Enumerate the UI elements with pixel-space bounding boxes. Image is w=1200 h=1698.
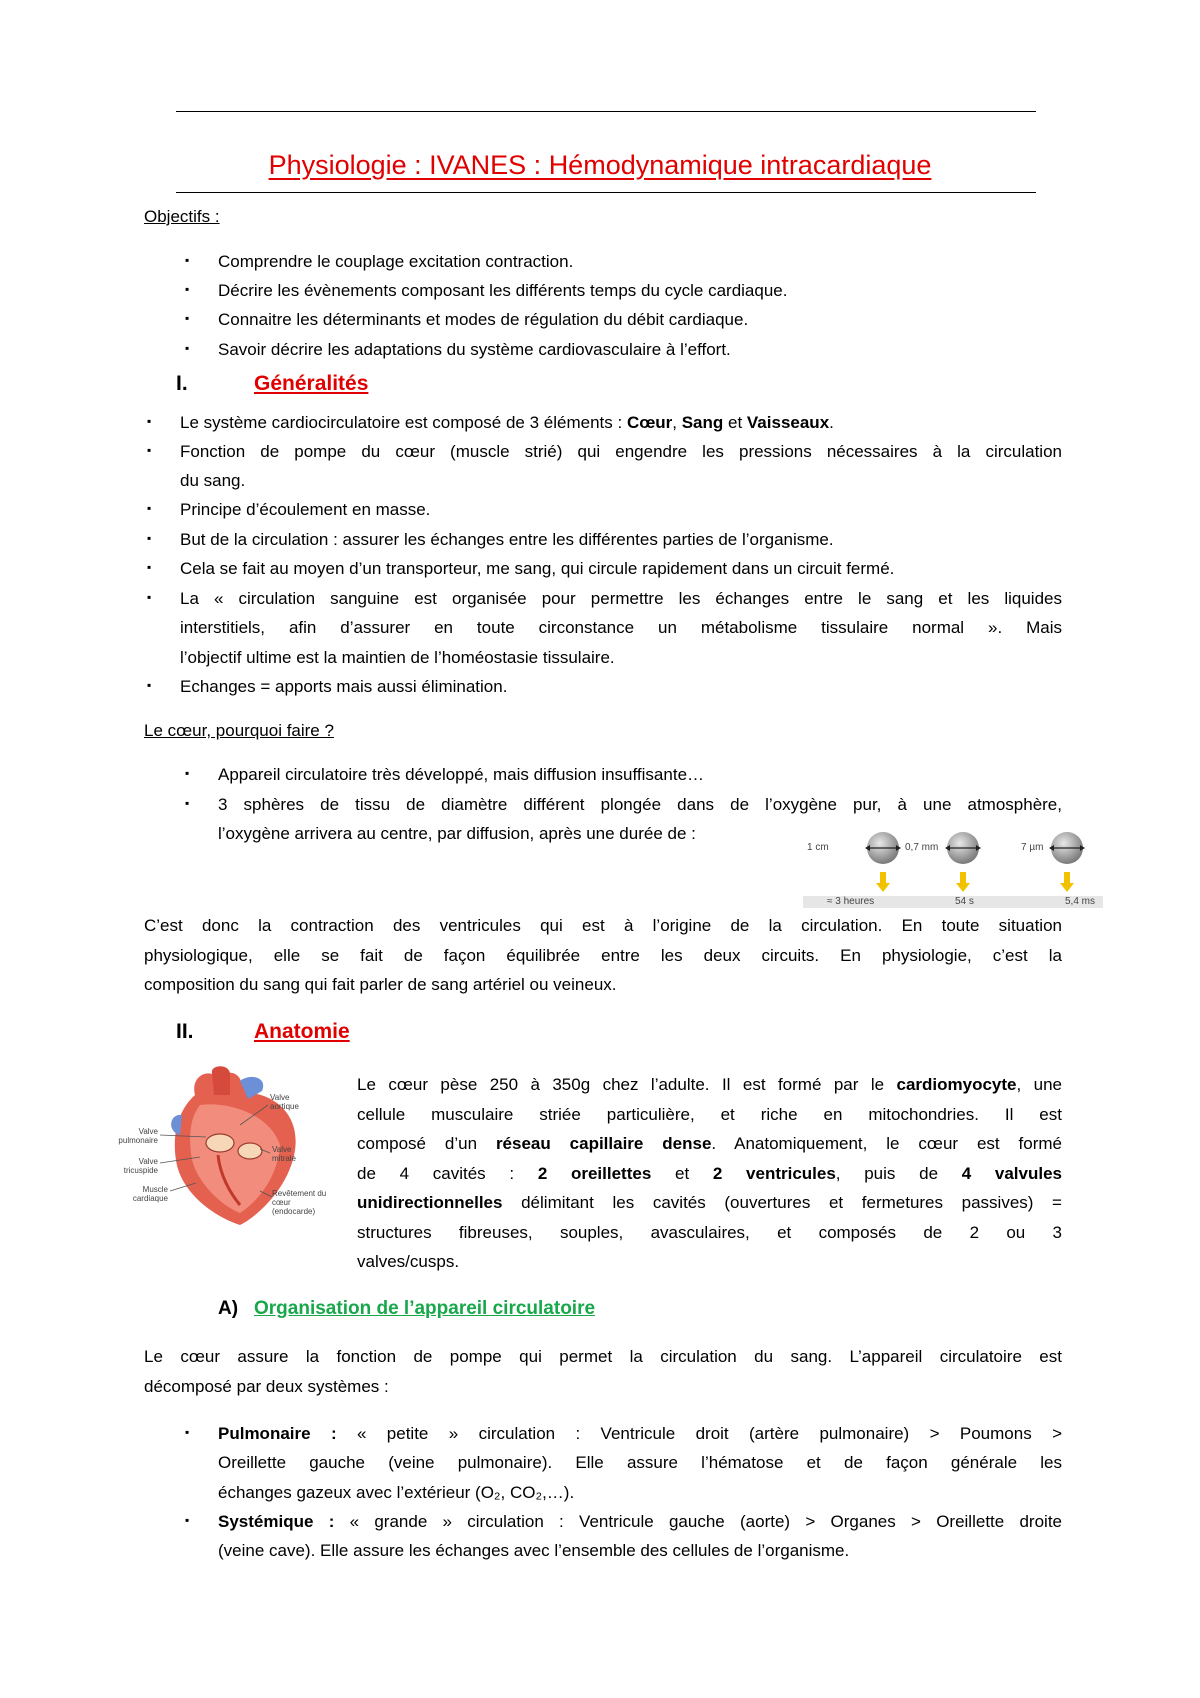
section-title: Anatomie bbox=[254, 1020, 350, 1043]
subsection-letter: A) bbox=[218, 1298, 239, 1319]
list-item: Fonction de pompe du cœur (muscle strié) qui engendre les pressions nécessaires à la circulation bbox=[180, 442, 1062, 461]
bullet-icon: ▪ bbox=[185, 311, 190, 325]
objectifs-label: Objectifs : bbox=[144, 207, 220, 226]
heart-label: Revêtement du cœur (endocarde) bbox=[272, 1189, 327, 1216]
bullet-icon: ▪ bbox=[147, 531, 152, 545]
list-item: Echanges = apports mais aussi élimination. bbox=[180, 677, 508, 696]
bullet-icon: ▪ bbox=[147, 678, 152, 692]
anatomie-line: composé d’un réseau capillaire dense. Anatomiquement, le cœur est formé bbox=[357, 1134, 1063, 1153]
section-heading-anatomie bbox=[176, 1020, 576, 1050]
sphere-size-label: 0,7 mm bbox=[905, 842, 939, 853]
conclusion-line: physiologique, elle se fait de façon équilibrée entre les deux circuits. En physiologie, c’est la bbox=[144, 946, 1062, 965]
list-item: But de la circulation : assurer les échanges entre les différentes parties de l’organisme. bbox=[180, 530, 834, 549]
objectif-item: Connaitre les déterminants et modes de régulation du débit cardiaque. bbox=[218, 310, 749, 329]
section-number: I. bbox=[176, 372, 188, 395]
heart-label: Valve pulmonaire bbox=[118, 1127, 158, 1145]
list-item: Pulmonaire : « petite » circulation : Ventricule droit (artère pulmonaire) > Poumons > bbox=[218, 1424, 1062, 1443]
section-number: II. bbox=[176, 1020, 194, 1043]
anatomie-line: unidirectionnelles délimitant les cavités (ouvertures et fermetures passives) = bbox=[357, 1193, 1062, 1212]
heart-label: Muscle cardiaque bbox=[132, 1185, 168, 1203]
anatomie-line: Le cœur pèse 250 à 350g chez l’adulte. Il est formé par le cardiomyocyte, une bbox=[357, 1075, 1062, 1094]
heart-label: Valve mitrale bbox=[272, 1145, 297, 1163]
list-item-cont: l’objectif ultime est la maintien de l’homéostasie tissulaire. bbox=[180, 648, 615, 667]
bullet-icon: ▪ bbox=[185, 1425, 190, 1439]
page-title: Physiologie : IVANES : Hémodynamique intracardiaque bbox=[268, 150, 932, 180]
anatomie-line: cellule musculaire striée particulière, et riche en mitochondries. Il est bbox=[357, 1105, 1062, 1124]
section-title: Généralités bbox=[254, 372, 369, 395]
list-item-cont: échanges gazeux avec l’extérieur (O₂, CO₂,…). bbox=[218, 1483, 575, 1502]
list-item-cont: Oreillette gauche (veine pulmonaire). Elle assure l’hématose et de façon générale les bbox=[218, 1453, 1062, 1472]
bullet-icon: ▪ bbox=[147, 501, 152, 515]
list-item: La « circulation sanguine est organisée pour permettre les échanges entre le sang et les liquides bbox=[180, 589, 1062, 608]
bullet-icon: ▪ bbox=[185, 766, 190, 780]
bullet-icon: ▪ bbox=[185, 282, 190, 296]
list-item-cont: (veine cave). Elle assure les échanges avec l’ensemble des cellules de l’organisme. bbox=[218, 1541, 850, 1560]
heart-label: Valve tricuspide bbox=[123, 1157, 158, 1175]
organisation-intro: Le cœur assure la fonction de pompe qui permet la circulation du sang. L’appareil circulatoire est bbox=[144, 1347, 1062, 1366]
anatomie-line: valves/cusps. bbox=[357, 1252, 460, 1271]
bullet-icon: ▪ bbox=[185, 796, 190, 810]
section-heading-generalites bbox=[176, 372, 576, 402]
bullet-icon: ▪ bbox=[147, 443, 152, 457]
sphere-size-label: 1 cm bbox=[807, 842, 829, 853]
bullet-icon: ▪ bbox=[147, 590, 152, 604]
bullet-icon: ▪ bbox=[185, 1513, 190, 1527]
conclusion-line: C’est donc la contraction des ventricules qui est à l’origine de la circulation. En toute situation bbox=[144, 916, 1062, 935]
diffusion-figure bbox=[803, 826, 1103, 908]
subheading-coeur-pourquoi: Le cœur, pourquoi faire ? bbox=[144, 721, 334, 740]
sphere-size-label: 7 µm bbox=[1021, 842, 1044, 853]
objectif-item: Décrire les évènements composant les différents temps du cycle cardiaque. bbox=[218, 281, 788, 300]
bullet-icon: ▪ bbox=[185, 341, 190, 355]
objectif-item: Comprendre le couplage excitation contraction. bbox=[218, 252, 574, 271]
anatomie-line: structures fibreuses, souples, avasculaires, et composés de 2 ou 3 bbox=[357, 1223, 1062, 1242]
organisation-intro: décomposé par deux systèmes : bbox=[144, 1377, 389, 1396]
list-item-cont: l’oxygène arrivera au centre, par diffusion, après une durée de : bbox=[218, 824, 696, 843]
list-item-cont: interstitiels, afin d’assurer en toute circonstance un métabolisme tissulaire normal ». Mais bbox=[180, 618, 1062, 637]
subsection-heading-organisation bbox=[218, 1298, 818, 1326]
anatomie-line: de 4 cavités : 2 oreillettes et 2 ventricules, puis de 4 valvules bbox=[357, 1164, 1062, 1183]
header-rule-bottom bbox=[176, 192, 1036, 193]
list-item: Appareil circulatoire très développé, mais diffusion insuffisante… bbox=[218, 765, 705, 784]
objectif-item: Savoir décrire les adaptations du système cardiovasculaire à l’effort. bbox=[218, 340, 731, 359]
subsection-title: Organisation de l’appareil circulatoire bbox=[254, 1298, 596, 1319]
duration-label: ≈ 3 heures bbox=[827, 896, 875, 907]
list-item: Systémique : « grande » circulation : Ventricule gauche (aorte) > Organes > Oreillette droite bbox=[218, 1512, 1063, 1531]
list-item: 3 sphères de tissu de diamètre différent plongée dans de l’oxygène pur, à une atmosphère, bbox=[218, 795, 1062, 814]
duration-label: 54 s bbox=[955, 896, 974, 907]
conclusion-line: composition du sang qui fait parler de sang artériel ou veineux. bbox=[144, 975, 617, 994]
header-rule-top bbox=[176, 111, 1036, 112]
bullet-icon: ▪ bbox=[147, 414, 152, 428]
heart-label: Valve aortique bbox=[270, 1093, 299, 1111]
list-item: Principe d’écoulement en masse. bbox=[180, 500, 431, 519]
list-item: Cela se fait au moyen d’un transporteur, me sang, qui circule rapidement dans un circuit fermé. bbox=[180, 559, 895, 578]
bullet-icon: ▪ bbox=[185, 253, 190, 267]
duration-label: 5,4 ms bbox=[1065, 896, 1096, 907]
bullet-icon: ▪ bbox=[147, 560, 152, 574]
list-item: Le système cardiocirculatoire est composé de 3 éléments : Cœur, Sang et Vaisseaux. bbox=[180, 413, 834, 432]
heart-diagram bbox=[100, 1065, 340, 1235]
list-item-cont: du sang. bbox=[180, 471, 246, 490]
